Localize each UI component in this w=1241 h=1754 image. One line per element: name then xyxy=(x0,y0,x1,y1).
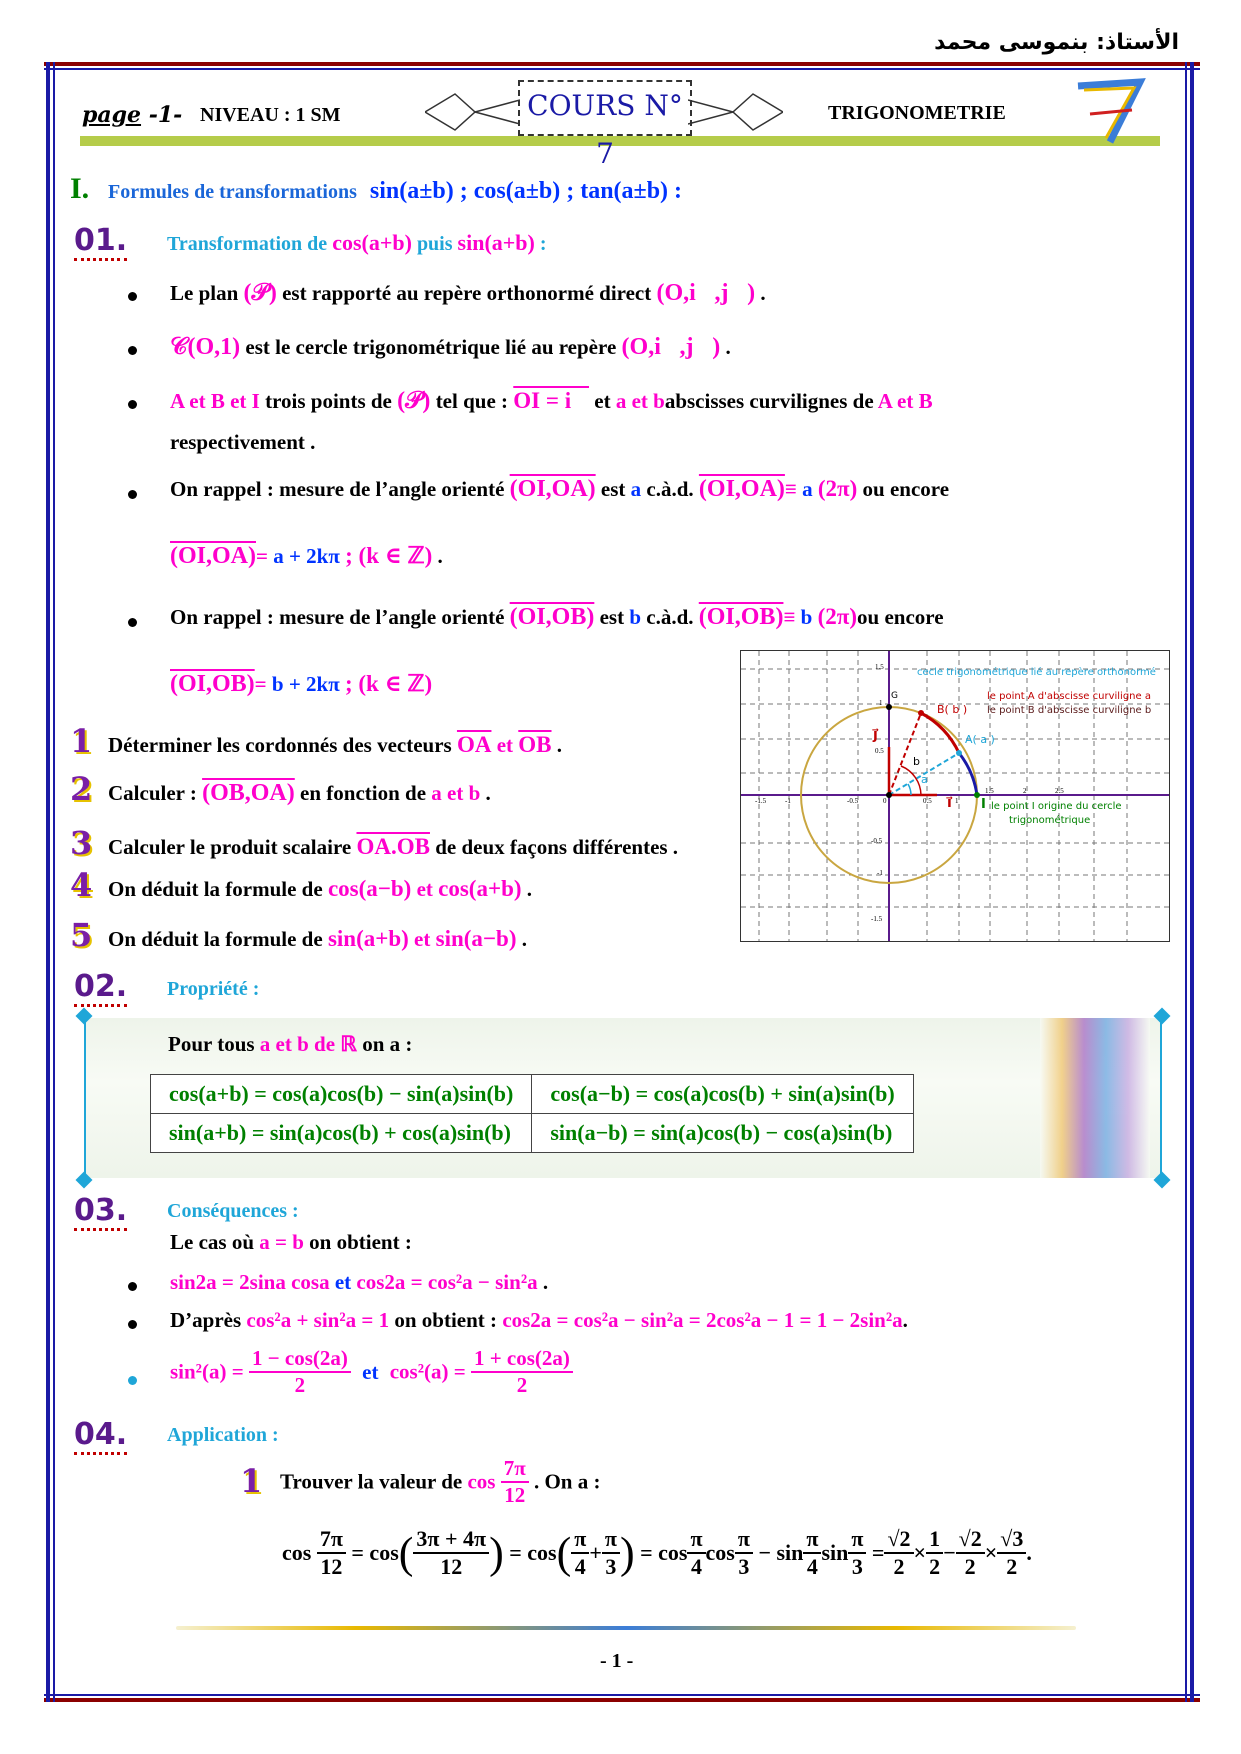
sub03-number: 03. xyxy=(74,1196,127,1231)
bullet-points: A et B et I trois points de (𝒫) tel que : OI = i⃗ et a et babscisses curvilignes de A et B xyxy=(170,388,933,414)
fig-label-G: G xyxy=(891,691,898,701)
sub04-title: Application : xyxy=(167,1424,279,1446)
fig-label-I: I xyxy=(981,797,986,812)
question-1: Déterminer les cordonnés des vecteurs $\overline{OA}$ et $\overline{OB}$ . xyxy=(108,732,563,757)
page-border-top xyxy=(44,62,1200,66)
formula-cos-diff: cos(a−b) = cos(a)cos(b) + sin(a)sin(b) xyxy=(532,1075,913,1114)
fig-label-a: a xyxy=(921,773,928,786)
header-bar xyxy=(80,89,1160,170)
bullet-dot xyxy=(128,292,137,301)
consequence-2: D’après cos²a + sin²a = 1 on obtient : cos2a = cos²a − sin²a = 2cos²a − 1 = 1 − 2sin²a. xyxy=(170,1308,908,1332)
formula-sin-sum: sin(a+b) = sin(a)cos(b) + cos(a)sin(b) xyxy=(151,1114,532,1153)
fig-caption-cercle: cecle trigonométrique lié au repère orthonormé xyxy=(917,667,1156,678)
cas-line: Le cas où a = b on obtient : xyxy=(170,1230,412,1254)
bullet-rappel-a: On rappel : mesure de l’angle orienté (OI,OA) est a c.à.d. (OI,OA)≡ a (2π) ou encore xyxy=(170,476,950,502)
section1-roman: I. xyxy=(70,172,90,205)
fraction: $\frac{1 - \cos(2a)}{2}$ xyxy=(249,1346,351,1398)
table-row xyxy=(151,1114,914,1153)
bullet-dot xyxy=(128,346,137,355)
page-border-left-2 xyxy=(53,62,55,1702)
sub01-number: 01. xyxy=(74,226,127,261)
unit-circle-figure xyxy=(740,650,1170,942)
fig-tick-x: 1.5 xyxy=(985,787,994,795)
page-border-right xyxy=(1190,62,1194,1702)
bullet-points-cont: respectivement . xyxy=(170,430,316,454)
sub02-number: 02. xyxy=(74,972,127,1007)
fig-tick-x: 1 xyxy=(955,797,959,805)
fig-tick-x: 2.5 xyxy=(1055,787,1064,795)
fig-caption-i2: trigonométrique xyxy=(1009,815,1091,826)
bullet-dot xyxy=(128,490,137,499)
author-name: الأستاذ: بنموسى محمد xyxy=(934,30,1179,55)
cours-box xyxy=(518,80,692,170)
subject-label: TRIGONOMETRIE xyxy=(828,102,1006,124)
question-number: 1 xyxy=(70,722,93,760)
scroll-diamond-icon xyxy=(1154,1172,1171,1189)
bullet-dot xyxy=(128,1320,137,1329)
header-underline xyxy=(80,136,1160,146)
scroll-diamond-icon xyxy=(76,1008,93,1025)
question-3: Calculer le produit scalaire OA.OB de deux façons différentes . xyxy=(108,834,679,859)
footer-page-number: - 1 - xyxy=(600,1650,634,1672)
fraction: $\frac{1 + \cos(2a)}{2}$ xyxy=(471,1346,573,1398)
fig-tick-y: 1 xyxy=(879,699,883,707)
page-border-bottom xyxy=(44,1698,1200,1702)
fig-label-j: j⃗ xyxy=(873,727,878,743)
bullet-dot xyxy=(128,1376,137,1385)
question-number: 3 xyxy=(70,824,93,862)
scroll-diamond-icon xyxy=(1154,1008,1171,1025)
page-border-top-2 xyxy=(44,68,1200,70)
fig-caption-b: le point B d'abscisse curviligne b xyxy=(987,705,1152,716)
formula-table xyxy=(150,1074,914,1153)
fig-tick-x: -1.5 xyxy=(755,797,767,805)
fig-label-A: A( a ) xyxy=(965,733,995,746)
page-label: page -1- xyxy=(82,102,183,128)
fig-tick-x: -1 xyxy=(785,797,791,805)
bullet-dot xyxy=(128,618,137,627)
page-border-bottom-2 xyxy=(44,1694,1200,1696)
question-4: On déduit la formule de cos(a−b) et cos(a+b) . xyxy=(108,876,533,901)
question-number: 4 xyxy=(70,866,93,904)
fig-tick-y: 0.5 xyxy=(875,747,884,755)
fig-tick-x: -0.5 xyxy=(847,797,859,805)
fig-tick-y: -1 xyxy=(877,869,883,877)
question-number: 1 xyxy=(240,1462,263,1500)
fig-label-i: i⃗ xyxy=(947,795,952,811)
sub02-title: Propriété : xyxy=(167,978,260,1000)
section1-title: Formules de transformations sin(a±b) ; cos(a±b) ; tan(a±b) : xyxy=(108,178,683,204)
header-zigzag-left xyxy=(425,88,520,138)
scroll-diamond-icon xyxy=(76,1172,93,1189)
application-equation: cos $\frac{7\pi}{12}$ = cos( $\frac{3\pi + 4\pi}{12}$ ) = cos( $\frac{\pi}{4}$ + $\frac{\pi}{3}$ ) = cos $\frac{\pi}{4}$ cos $\frac{\pi}{3}$ − sin $\frac{\pi}{4}$ sin $\frac{\pi}{3}$ = $\frac{√2}{2}$ × $\frac{1}{2}$ − $\frac{√2}{2}$ × $\frac{√3}{2}$ . xyxy=(282,1526,1032,1579)
bullet-cercle: 𝒞(O,1) est le cercle trigonométrique lié au repère (O,i⃗,j⃗) . xyxy=(170,334,731,360)
fig-tick-y: 1.5 xyxy=(875,663,884,671)
fig-label-b: b xyxy=(913,755,920,768)
property-scroll xyxy=(84,1018,1162,1178)
fig-caption-a: le point A d'abscisse curviligne a xyxy=(987,691,1151,702)
fig-tick-x: 0 xyxy=(883,797,887,805)
bullet-rappel-b: On rappel : mesure de l’angle orienté (OI,OB) est b c.à.d. (OI,OB)≡ b (2π)ou encore xyxy=(170,604,944,630)
fig-caption-i1: le point I origine du cercle xyxy=(991,801,1122,812)
sub04-number: 04. xyxy=(74,1420,127,1455)
page-border-right-2 xyxy=(1185,62,1187,1702)
sub03-title: Conséquences : xyxy=(167,1200,299,1222)
bullet-plan: Le plan (𝒫) est rapporté au repère orthonormé direct (O,i⃗,j⃗) . xyxy=(170,280,766,306)
consequence-1: sin2a = 2sina cosa et cos2a = cos²a − sin²a . xyxy=(170,1270,549,1294)
question-number: 2 xyxy=(70,770,93,808)
page-border-left xyxy=(46,62,50,1702)
niveau-label: NIVEAU : 1 SM xyxy=(200,104,341,126)
formula-sin-diff: sin(a−b) = sin(a)cos(b) − cos(a)sin(b) xyxy=(532,1114,913,1153)
consequence-3: sin²(a) = $\frac{1 - \cos(2a)}{2}$ et cos²(a) = $\frac{1 + \cos(2a)}{2}$ xyxy=(170,1346,573,1398)
sub01-title: Transformation de cos(a+b) puis sin(a+b) : xyxy=(167,230,547,255)
table-row xyxy=(151,1075,914,1114)
application-question: Trouver la valeur de cos $\frac{7\pi}{12}$ . On a : xyxy=(280,1456,601,1507)
bullet-dot xyxy=(128,1282,137,1291)
question-5: On déduit la formule de sin(a+b) et sin(a−b) . xyxy=(108,926,527,951)
seven-logo-icon xyxy=(1070,76,1150,148)
fig-tick-y: -1.5 xyxy=(871,915,883,923)
fig-tick-x: 0.5 xyxy=(923,797,932,805)
question-number: 5 xyxy=(70,916,93,954)
bullet-rappel-b-eq: (OI,OB)= b + 2kπ ; (k ∈ ℤ) xyxy=(170,671,433,697)
fig-tick-y: -0.5 xyxy=(871,837,883,845)
fig-label-B: B( b ) xyxy=(937,703,968,716)
property-intro: Pour tous a et b de ℝ on a : xyxy=(168,1032,413,1056)
cours-label: COURS N° 7 xyxy=(527,89,683,170)
bullet-dot xyxy=(128,400,137,409)
question-2: Calculer : (OB,OA) en fonction de a et b . xyxy=(108,780,491,806)
footer-rule xyxy=(176,1626,1076,1630)
bullet-rappel-a-eq: (OI,OA)= a + 2kπ ; (k ∈ ℤ) . xyxy=(170,543,443,569)
scroll-stripes xyxy=(1040,1018,1150,1178)
fig-tick-x: 2 xyxy=(1023,787,1027,795)
fraction: $\frac{7\pi}{12}$ xyxy=(501,1456,529,1508)
formula-cos-sum: cos(a+b) = cos(a)cos(b) − sin(a)sin(b) xyxy=(151,1075,532,1114)
header-zigzag-right xyxy=(688,88,783,138)
